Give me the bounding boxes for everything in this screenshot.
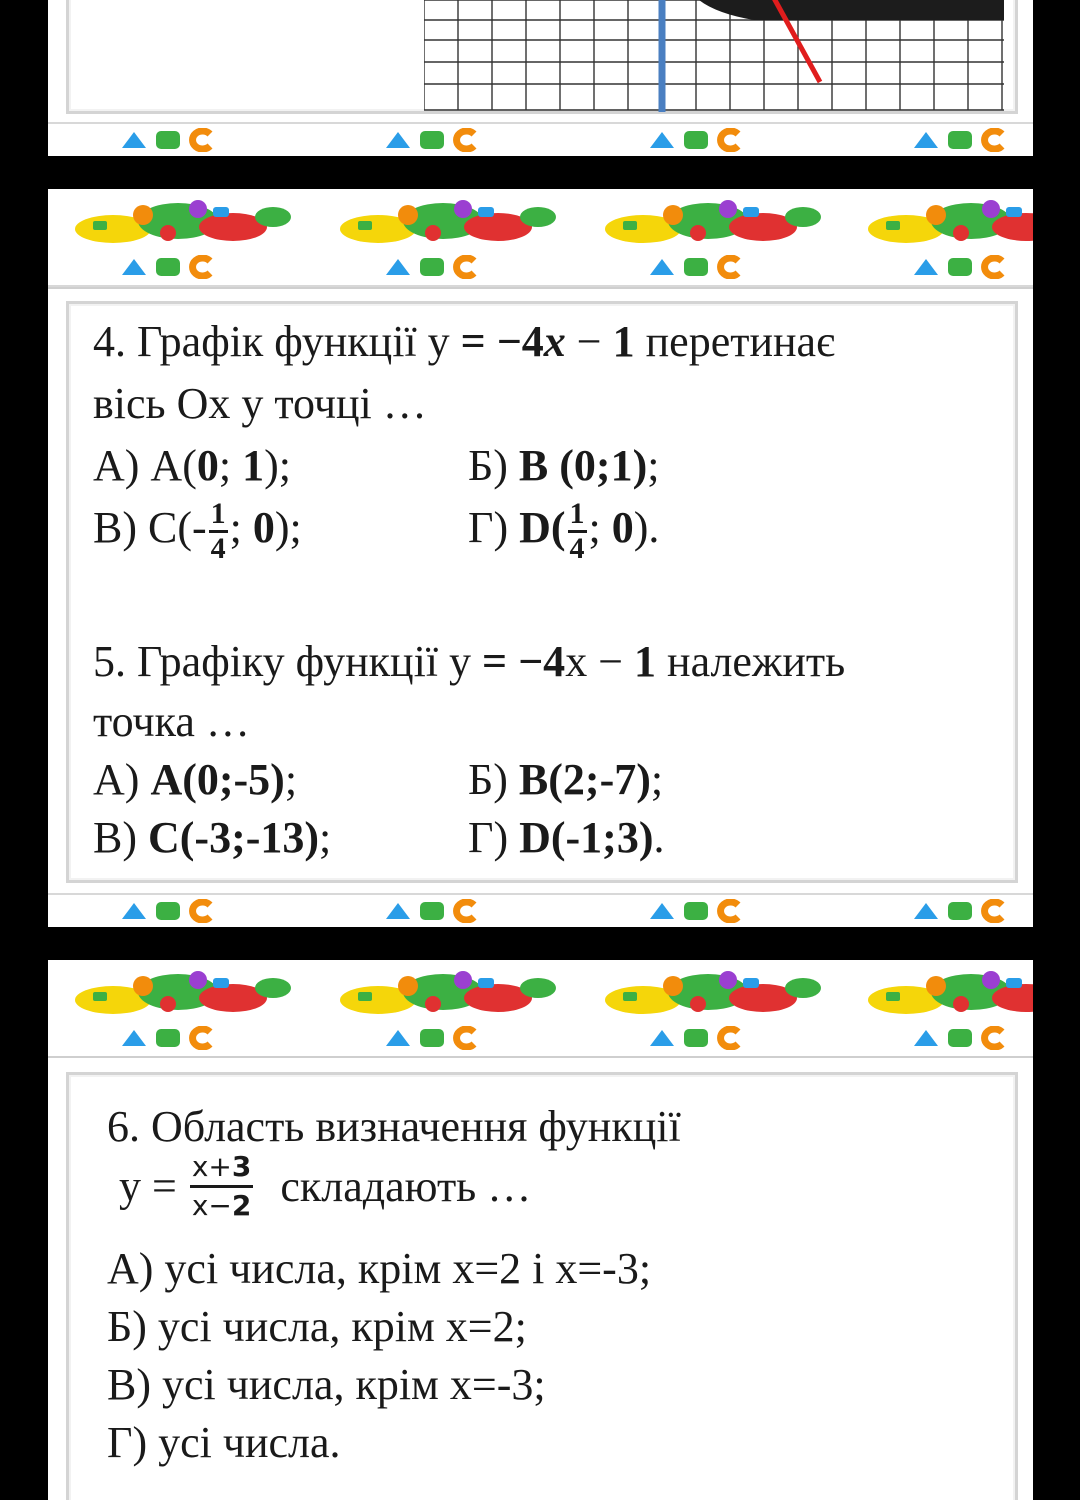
abc-logo [646,1026,766,1050]
question-panel [66,1072,1018,1500]
q6-option-v: В) усі числа, крім х=-3; [107,1360,546,1409]
colorful-letters-art-icon [338,964,558,1024]
q6-option-b: Б) усі числа, крім х=2; [107,1302,527,1351]
abc-logo [910,899,1030,923]
abc-logo [910,255,1030,279]
abc-strip [48,1022,1033,1058]
colorful-letters-art-icon [338,193,558,253]
slide-top [48,0,1033,156]
abc-strip [48,251,1033,287]
q6-option-a: А) усі числа, крім х=2 і х=-3; [107,1244,652,1293]
fraction-x-plus-3-over-x-minus-2: $\frac{x+3}{x-2}$ [191,1150,252,1222]
q5-option-a: А) А(0;-5); [93,755,298,804]
q4-option-a: А) А(0; 1); [93,441,291,490]
q6-line1: 6. Область визначення функції [107,1102,681,1151]
q6-option-g: Г) усі числа. [107,1418,341,1467]
abc-logo [910,128,1030,152]
abc-strip [48,122,1033,156]
abc-strip [48,893,1033,927]
slide-q4-q5 [48,189,1033,927]
abc-logo [382,899,502,923]
colorful-letters-art-icon [603,964,823,1024]
q5-option-g: Г) D(-1;3). [468,813,665,862]
colorful-letters-art-icon [866,964,1033,1024]
colorful-letters-art-icon [73,193,293,253]
coordinate-grid [424,0,1004,112]
abc-logo [118,128,238,152]
q4-option-v: В) С(- $\frac{1}{4}$ ; 0); [93,497,302,566]
abc-logo [646,128,766,152]
colorful-letters-art-icon [866,193,1033,253]
abc-logo [382,128,502,152]
q4-option-g: Г) D( $\frac{1}{4}$ ; 0). [468,497,660,566]
dark-overlay-shape [684,0,1004,20]
abc-logo [646,255,766,279]
abc-logo [118,1026,238,1050]
q4-option-b: Б) В (0;1); [468,441,660,490]
q5-line1: 5. Графіку функції у = −4x − 1 належить [93,637,846,686]
q5-option-b: Б) В(2;-7); [468,755,664,804]
colorful-letters-art-icon [73,964,293,1024]
q4-line2: вісь Ох у точці … [93,379,427,428]
q5-line2: точка … [93,697,250,746]
slide-q6 [48,960,1033,1500]
abc-logo [118,899,238,923]
question-panel [66,301,1018,883]
fraction-one-quarter: $\frac{1}{4}$ [569,497,585,566]
colorful-letters-art-icon [603,193,823,253]
abc-logo [382,1026,502,1050]
abc-logo [382,255,502,279]
abc-logo [118,255,238,279]
abc-logo [910,1026,1030,1050]
abc-logo [646,899,766,923]
fraction-one-quarter: $\frac{1}{4}$ [210,497,226,566]
q5-option-v: В) С(-3;-13); [93,813,332,862]
q6-formula-line: у = $\frac{x+3}{x-2}$ складають … [119,1150,532,1222]
q4-line1: 4. Графік функції у = −4x − 1 перетинає [93,317,835,366]
